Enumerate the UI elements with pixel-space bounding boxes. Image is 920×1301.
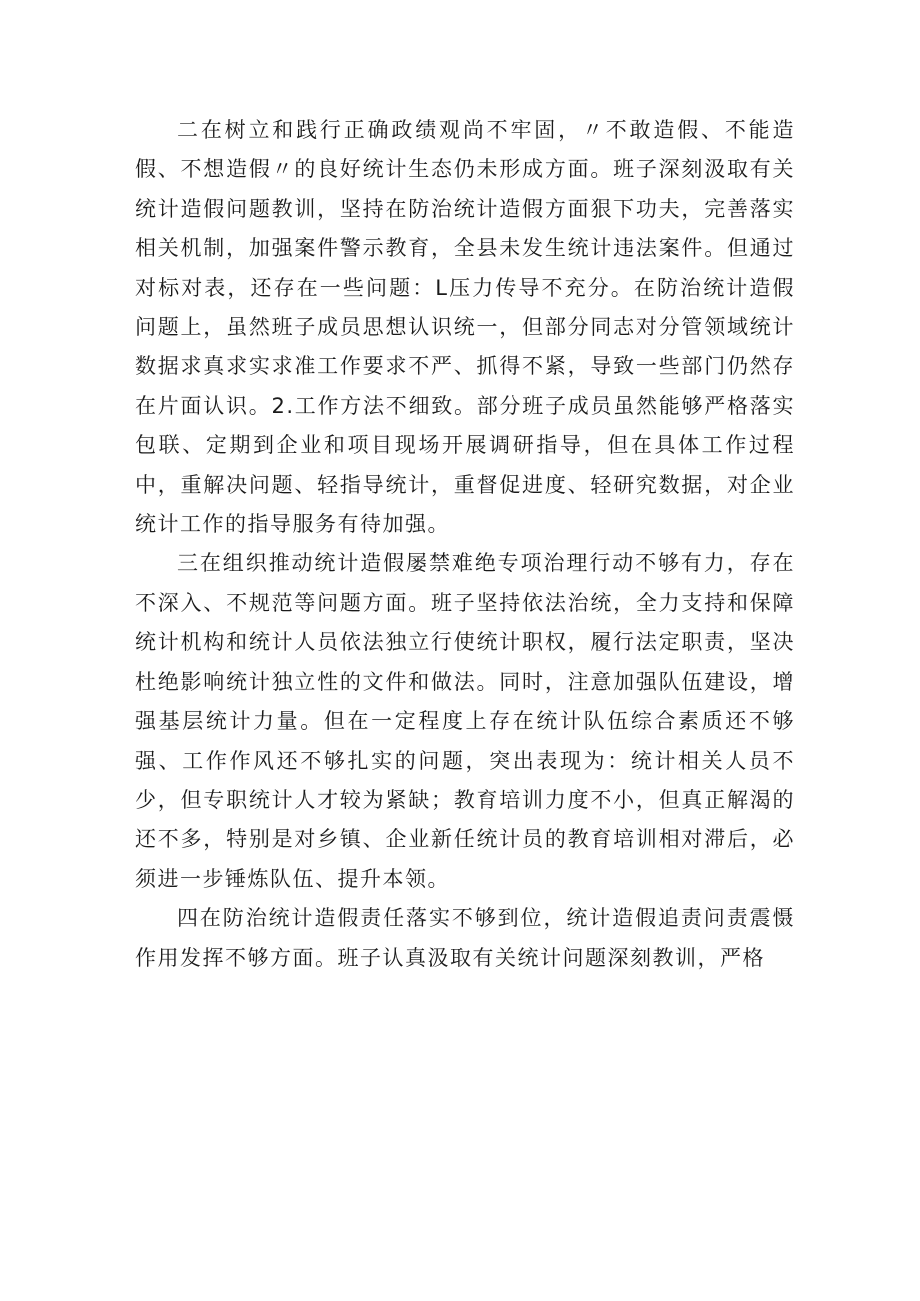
paragraph-3: 三在组织推动统计造假屡禁难绝专项治理行动不够有力，存在不深入、不规范等问题方面。班子坚持依法治统，全力支持和保障统计机构和统计人员依法独立行使统计职权，履行法定职责，坚决杜绝影响统计独立性的文件和做法。同时，注意加强队伍建设，增强基层统计力量。但在一定程度上存在统计队伍综合素质还不够强、工作作风还不够扎实的问题，突出表现为：统计相关人员不少，但专职统计人才较为紧缺；教育培训力度不小，但真正解渴的还不多，特别是对乡镇、企业新任统计员的教育培训相对滞后，必须进一步锤炼队伍、提升本领。	[135, 551, 795, 891]
paragraph-4: 四在防治统计造假责任落实不够到位，统计造假追责问责震慑作用发挥不够方面。班子认真汲取有关统计问题深刻教训，严格	[135, 906, 795, 970]
document-body	[135, 111, 795, 978]
paragraph-2: 二在树立和践行正确政绩观尚不牢固，〃不敢造假、不能造假、不想造假〃的良好统计生态仍未形成方面。班子深刻汲取有关统计造假问题教训，坚持在防治统计造假方面狠下功夫，完善落实相关机制，加强案件警示教育，全县未发生统计违法案件。但通过对标对表，还存在一些问题：L压力传导不充分。在防治统计造假问题上，虽然班子成员思想认识统一，但部分同志对分管领域统计数据求真求实求准工作要求不严、抓得不紧，导致一些部门仍然存在片面认识。2.工作方法不细致。部分班子成员虽然能够严格落实包联、定期到企业和项目现场开展调研指导，但在具体工作过程中，重解决问题、轻指导统计，重督促进度、轻研究数据，对企业统计工作的指导服务有待加强。	[135, 118, 795, 537]
